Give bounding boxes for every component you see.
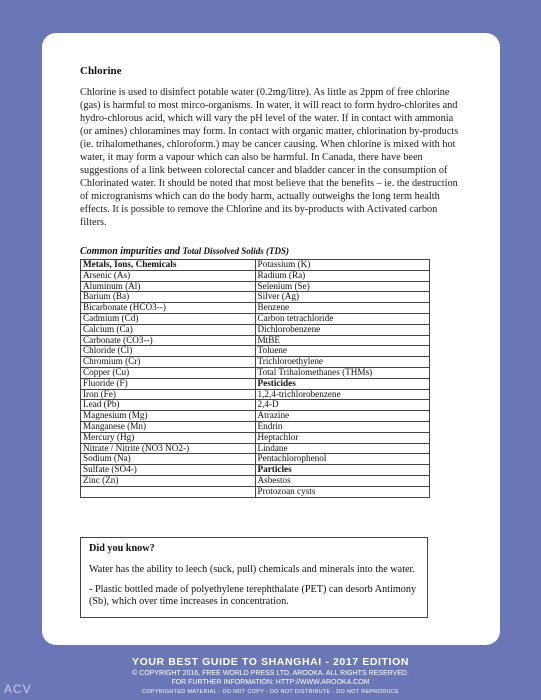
- table-row: [81, 270, 430, 281]
- corner-mark: ACV: [4, 682, 32, 696]
- table-row: [81, 292, 430, 303]
- table-cell: Dichlorobenzene: [255, 324, 430, 335]
- table-cell: Sodium (Na): [81, 454, 256, 465]
- table-cell: Toluene: [255, 346, 430, 357]
- table-cell: Copper (Cu): [81, 367, 256, 378]
- did-you-know-heading: Did you know?: [89, 543, 155, 554]
- table-cell: Aluminum (Al): [81, 281, 256, 292]
- table-cell: Magnesium (Mg): [81, 411, 256, 422]
- table-cell: Endrin: [255, 421, 430, 432]
- table-row: [81, 389, 430, 400]
- table-cell: Radium (Ra): [255, 270, 430, 281]
- table-cell: Zinc (Zn): [81, 475, 256, 486]
- table-cell: Benzene: [255, 303, 430, 314]
- table-row: [81, 281, 430, 292]
- footer-title: YOUR BEST GUIDE TO SHANGHAI - 2017 EDITION: [131, 656, 410, 668]
- table-cell: Chloride (Cl): [81, 346, 256, 357]
- table-row: [81, 335, 430, 346]
- table-cell: 2,4-D: [255, 400, 430, 411]
- table-cell: Carbonate (CO3--): [81, 335, 256, 346]
- table-row: [81, 443, 430, 454]
- table-cell: Pentachlorophenol: [255, 454, 430, 465]
- table-row: [81, 411, 430, 422]
- table-row: [81, 465, 430, 476]
- table-row: [81, 260, 430, 271]
- table-caption-part1: Common impurities and: [80, 246, 181, 257]
- table-cell: Bicarbonate (HCO3--): [81, 303, 256, 314]
- table-cell: Silver (Ag): [255, 292, 430, 303]
- table-cell: Atrazine: [255, 411, 430, 422]
- did-you-know-box: [80, 537, 428, 618]
- table-cell: Arsenic (As): [81, 270, 256, 281]
- table-cell: Sulfate (SO4-): [81, 465, 256, 476]
- table-row: [81, 432, 430, 443]
- article-body: Chlorine is used to disinfect potable water (0.2mg/litre). As little as 2ppm of free chlorine (gas) is harmful to most mirco-organisms. In water, it will react to form hydro-chlorites and hydro-chlorous acid, which will vary the pH level of the water. If in contact with ammonia (or amines) chloramines may form. In contact with organic matter, chlorination by-products (ie. trihalomethanes, chloroform.) may be cancer causing. When chlorine is mixed with hot water, it may form a vapour which can also be harmful. In Canada, there have been suggestions of a link between colorectal cancer and bladder cancer in the consumption of Chlorinated water. It should be noted that most believe that the benefits – ie. the destruction of microgranisms which can do the body harm, actually outweighs the long term health effects. It is possible to remove the Chlorine and its by-products with Activated carbon filters.: [80, 87, 459, 228]
- footer-info-link: FOR FURTHER INFORMATION: HTTP://WWW.AROOKA.COM: [171, 679, 370, 686]
- table-cell: Manganese (Mn): [81, 421, 256, 432]
- footer-copyright: © COPYRIGHT 2016, FREE WORLD PRESS LTD, AROOKA. ALL RIGHTS RESERVED.: [132, 670, 409, 677]
- table-cell: MtBE: [255, 335, 430, 346]
- footer-notice: COPYRIGHTED MATERIAL - DO NOT COPY - DO NOT DISTRIBUTE - DO NOT REPRODUCE: [141, 689, 400, 695]
- table-caption-part2: Total Dissolved Solids (TDS): [182, 246, 289, 256]
- table-row: [81, 475, 430, 486]
- table-caption: [80, 246, 289, 257]
- table-cell: Iron (Fe): [81, 389, 256, 400]
- table-row: [81, 378, 430, 389]
- table-cell: Nitrate / Nitrite (NO3 NO2-): [81, 443, 256, 454]
- table-row: [81, 486, 430, 497]
- table-row: [81, 454, 430, 465]
- table-cell: Barium (Ba): [81, 292, 256, 303]
- table-cell: Total Trihalomethanes (THMs): [255, 367, 430, 378]
- table-cell: [81, 486, 256, 497]
- table-row: [81, 324, 430, 335]
- table-row: [81, 421, 430, 432]
- table-cell: Carbon tetrachloride: [255, 313, 430, 324]
- table-row: [81, 303, 430, 314]
- table-cell: Mercury (Hg): [81, 432, 256, 443]
- table-cell: Metals, Ions, Chemicals: [81, 260, 256, 271]
- table-cell: Protozoan cysts: [255, 486, 430, 497]
- did-you-know-item: - Plastic bottled made of polyethylene terephthalate (PET) can desorb Antimony (Sb), which over time increases in concentration.: [89, 584, 417, 607]
- table-cell: Cadmium (Cd): [81, 313, 256, 324]
- table-cell: 1,2,4-trichlorobenzene: [255, 389, 430, 400]
- table-cell: Heptachlor: [255, 432, 430, 443]
- table-row: [81, 400, 430, 411]
- impurities-table: [80, 259, 430, 498]
- table-row: [81, 357, 430, 368]
- table-cell: Asbestos: [255, 475, 430, 486]
- table-cell: Pesticides: [255, 378, 430, 389]
- table-cell: Selenium (Se): [255, 281, 430, 292]
- table-row: [81, 346, 430, 357]
- table-cell: Particles: [255, 465, 430, 476]
- document-page: [42, 33, 500, 645]
- table-cell: Trichloroethylene: [255, 357, 430, 368]
- table-row: [81, 367, 430, 378]
- table-cell: Lead (Pb): [81, 400, 256, 411]
- table-row: [81, 313, 430, 324]
- did-you-know-item: Water has the ability to leech (suck, pull) chemicals and minerals into the water.: [89, 564, 415, 575]
- table-cell: Chromium (Cr): [81, 357, 256, 368]
- table-cell: Calcium (Ca): [81, 324, 256, 335]
- table-cell: Lindane: [255, 443, 430, 454]
- table-cell: Potassium (K): [255, 260, 430, 271]
- table-cell: Fluoride (F): [81, 378, 256, 389]
- article-title: Chlorine: [80, 65, 122, 77]
